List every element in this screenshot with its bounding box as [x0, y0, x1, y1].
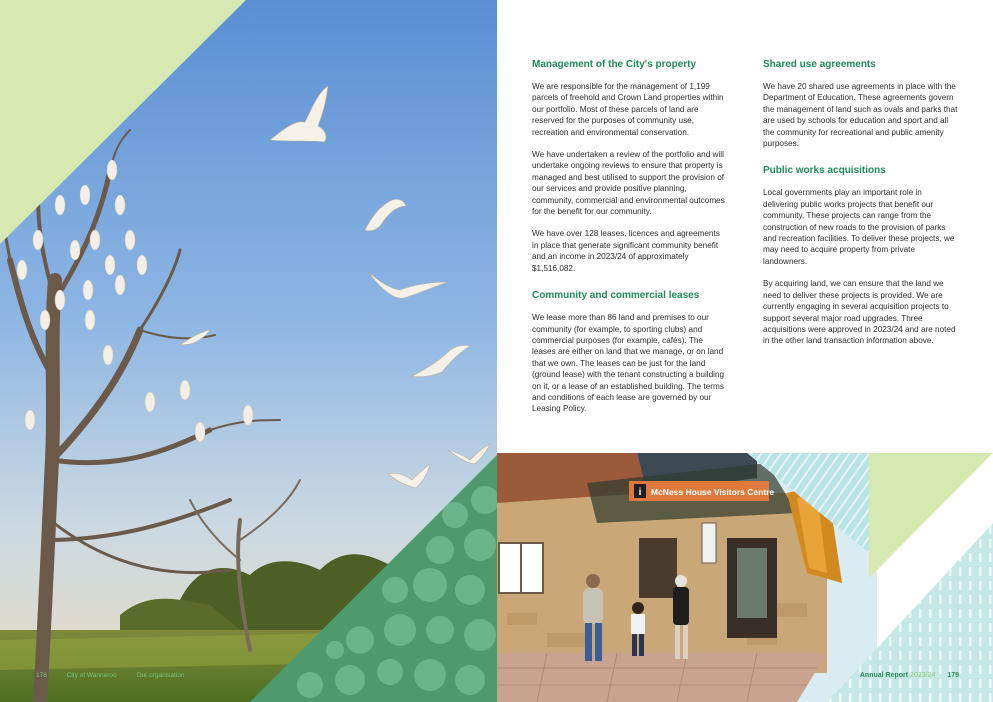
paragraph: We have undertaken a review of the portfolio and will undertake ongoing reviews to ensure that property is managed and best utilised to support the provision of our services and provide positive planning, community, commercial and environmental outcomes for the benefit for our community.	[532, 150, 725, 217]
svg-text:i: i	[638, 487, 642, 498]
footer-item: City of Wanneroo	[66, 672, 117, 679]
report-label: Annual Report	[859, 672, 909, 679]
paragraph: We are responsible for the management of 1,199 parcels of freehold and Crown Land properties within our portfolio. Most of these parcels of land are reserved for the purposes of community use, recreation and environmental conservation.	[532, 82, 724, 137]
paragraph: By acquiring land, we can ensure that the land we need to deliver these projects is provided. We are currently engaging in several acquisition projects to support several major road upgrades. Three acquisitions were approved in 2023/24 and are noted in the other land transaction information above.	[763, 279, 956, 346]
heading-management-property: Management of the City's property	[532, 59, 697, 70]
left-text-column	[532, 58, 727, 426]
page-number-left: 178	[36, 672, 47, 679]
footer-left	[36, 672, 203, 679]
heading-public-works-acquisitions: Public works acquisitions	[763, 165, 886, 177]
paragraph: We have 20 shared use agreements in place with the Department of Education. These agreements govern the management of land such as ovals and parks that are used by schools for education and sport and all the community for recreational and public amenity purposes.	[763, 82, 958, 149]
heading-community-commercial-leases: Community and commercial leases	[532, 290, 700, 302]
footer-right	[860, 672, 959, 679]
footer-item: Our organisation	[136, 672, 185, 679]
page-number-right: 179	[947, 672, 959, 679]
right-text-column	[763, 58, 958, 358]
visitors-centre-illustration	[497, 453, 993, 702]
paragraph: Local governments play an important role in delivering public works projects that benefit our community. These projects can range from the construction of new roads to the provision of parks and recreation facilities. To deliver these projects, we may need to acquire property from private landowners.	[763, 188, 955, 266]
heading-shared-use-agreements: Shared use agreements	[763, 59, 876, 70]
photo-visitors-centre	[497, 453, 993, 702]
visitor-centre-sign-text: McNess House Visitors Centre	[651, 487, 775, 497]
paragraph: We have over 128 leases, licences and agreements in place that generate significant community benefit and an income in 2023/24 of approximately $1,516,082.	[532, 229, 720, 273]
paragraph: We lease more than 86 land and premises to our community (for example, to sporting clubs) and commercial purposes (for example, cafés). The leases are either on land that we manage, or on land that we own. The leases can be just for the land (ground lease) with the tenant constructing a building on it, or a lease of an established building. The terms and conditions of each lease are governed by our Leasing Policy.	[532, 313, 725, 414]
report-year: 2023/24	[910, 672, 936, 679]
